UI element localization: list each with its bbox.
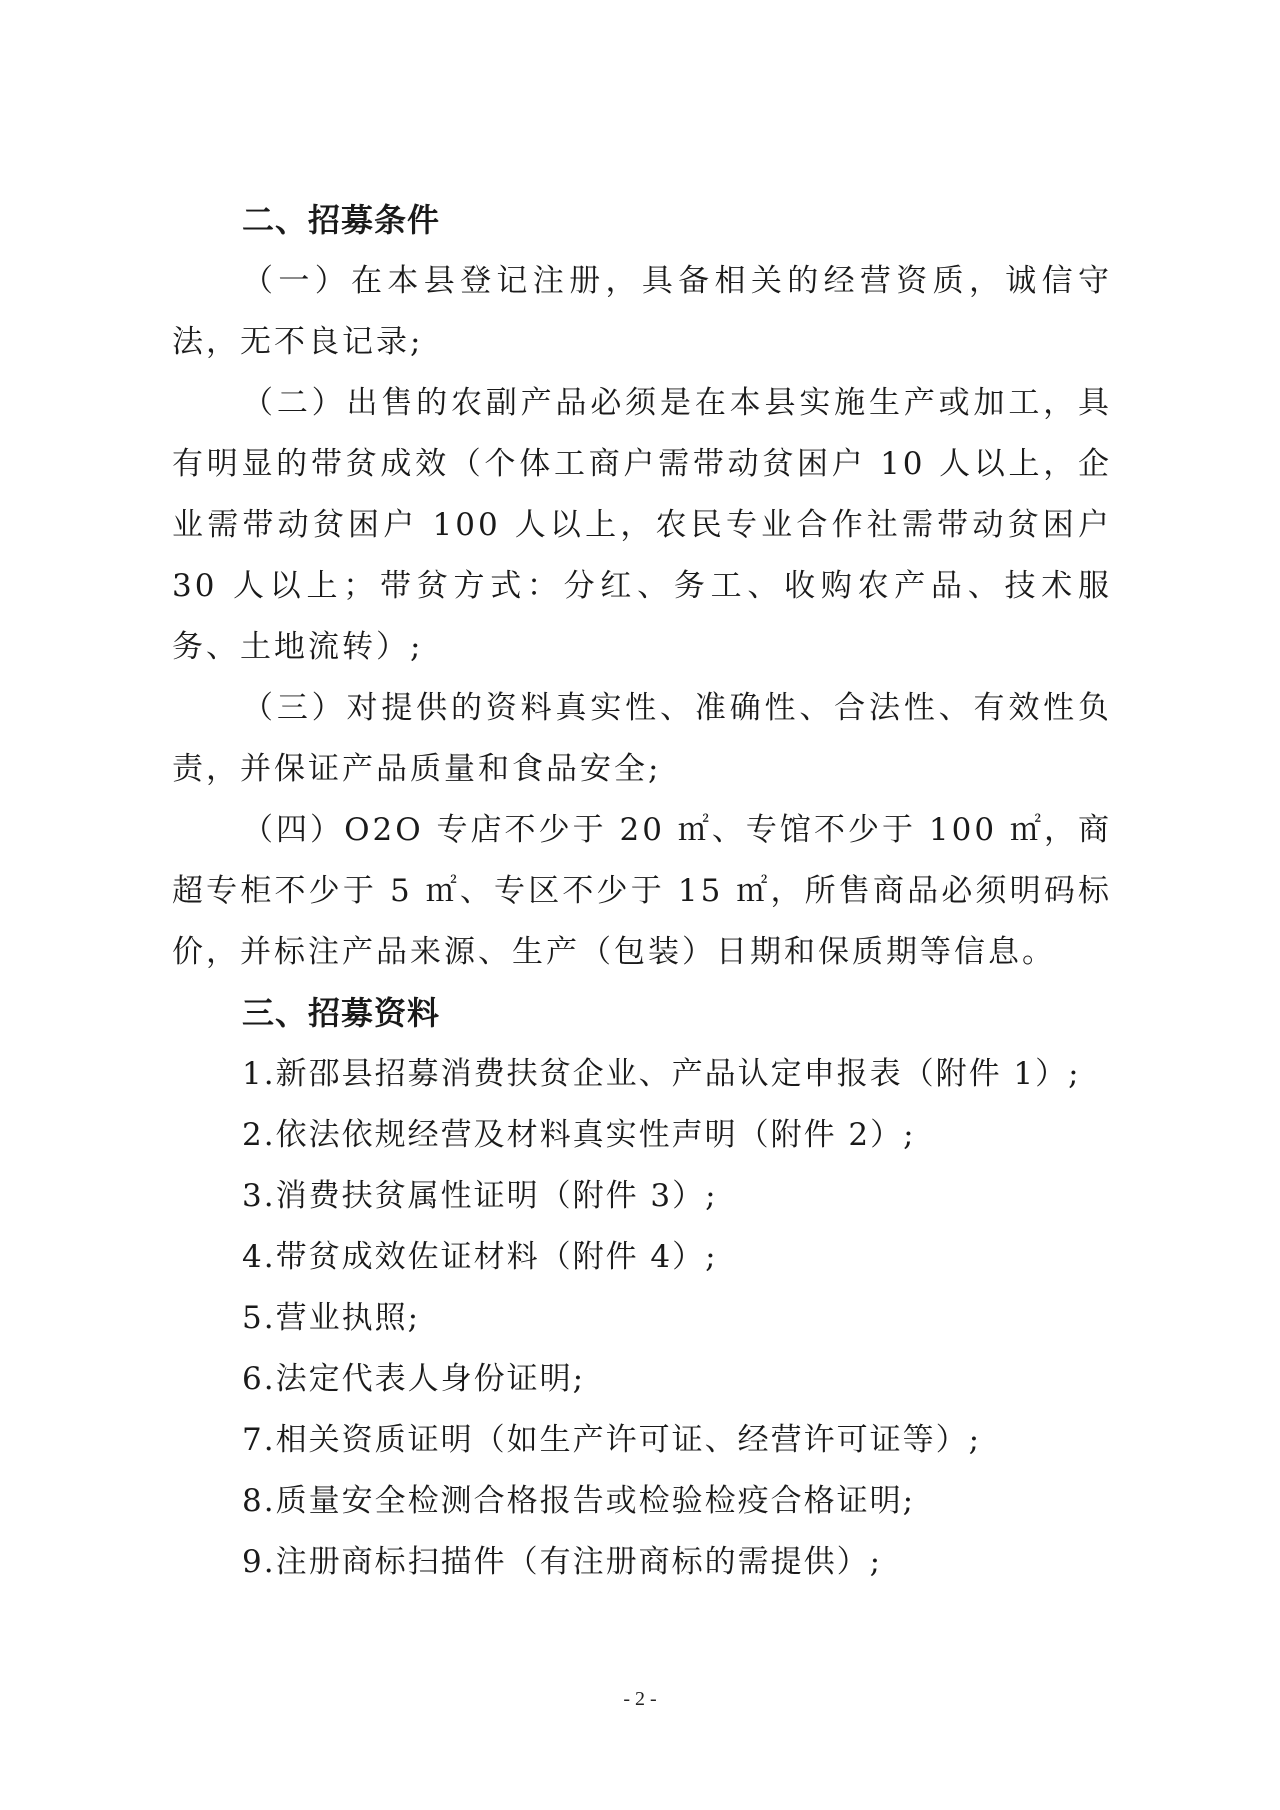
material-item-5: 5.营业执照;: [242, 1300, 421, 1336]
material-item-2: 2.依法依规经营及材料真实性声明（附件 2）;: [242, 1117, 916, 1153]
material-item-3: 3.消费扶贫属性证明（附件 3）;: [242, 1178, 718, 1214]
condition-paragraph-2: （二）出售的农副产品必须是在本县实施生产或加工，具有明显的带贫成效（个体工商户需带动贫困户 10 人以上，企业需带动贫困户 100 人以上，农民专业合作社需带动贫困户 30 人以上；带贫方式：分红、务工、收购农产品、技术服务、土地流转）;: [172, 385, 1112, 665]
document-body: [172, 190, 1112, 1593]
material-item-9: 9.注册商标扫描件（有注册商标的需提供）;: [242, 1544, 883, 1580]
section-heading-conditions: 二、招募条件: [242, 201, 441, 239]
material-item-7: 7.相关资质证明（如生产许可证、经营许可证等）;: [242, 1422, 982, 1458]
condition-paragraph-4: （四）O2O 专店不少于 20 ㎡、专馆不少于 100 ㎡，商超专柜不少于 5 ㎡、专区不少于 15 ㎡，所售商品必须明码标价，并标注产品来源、生产（包装）日期和保质期等信息。: [172, 812, 1112, 970]
material-item-4: 4.带贫成效佐证材料（附件 4）;: [242, 1239, 718, 1275]
material-item-6: 6.法定代表人身份证明;: [242, 1361, 586, 1397]
page-number: - 2 -: [623, 1688, 657, 1710]
material-item-1: 1.新邵县招募消费扶贫企业、产品认定申报表（附件 1）;: [242, 1056, 1081, 1092]
material-item-8: 8.质量安全检测合格报告或检验检疫合格证明;: [242, 1483, 916, 1519]
condition-paragraph-1: （一）在本县登记注册，具备相关的经营资质，诚信守法，无不良记录;: [172, 263, 1112, 360]
condition-paragraph-3: （三）对提供的资料真实性、准确性、合法性、有效性负责，并保证产品质量和食品安全;: [172, 690, 1112, 787]
section-heading-materials: 三、招募资料: [242, 994, 441, 1032]
